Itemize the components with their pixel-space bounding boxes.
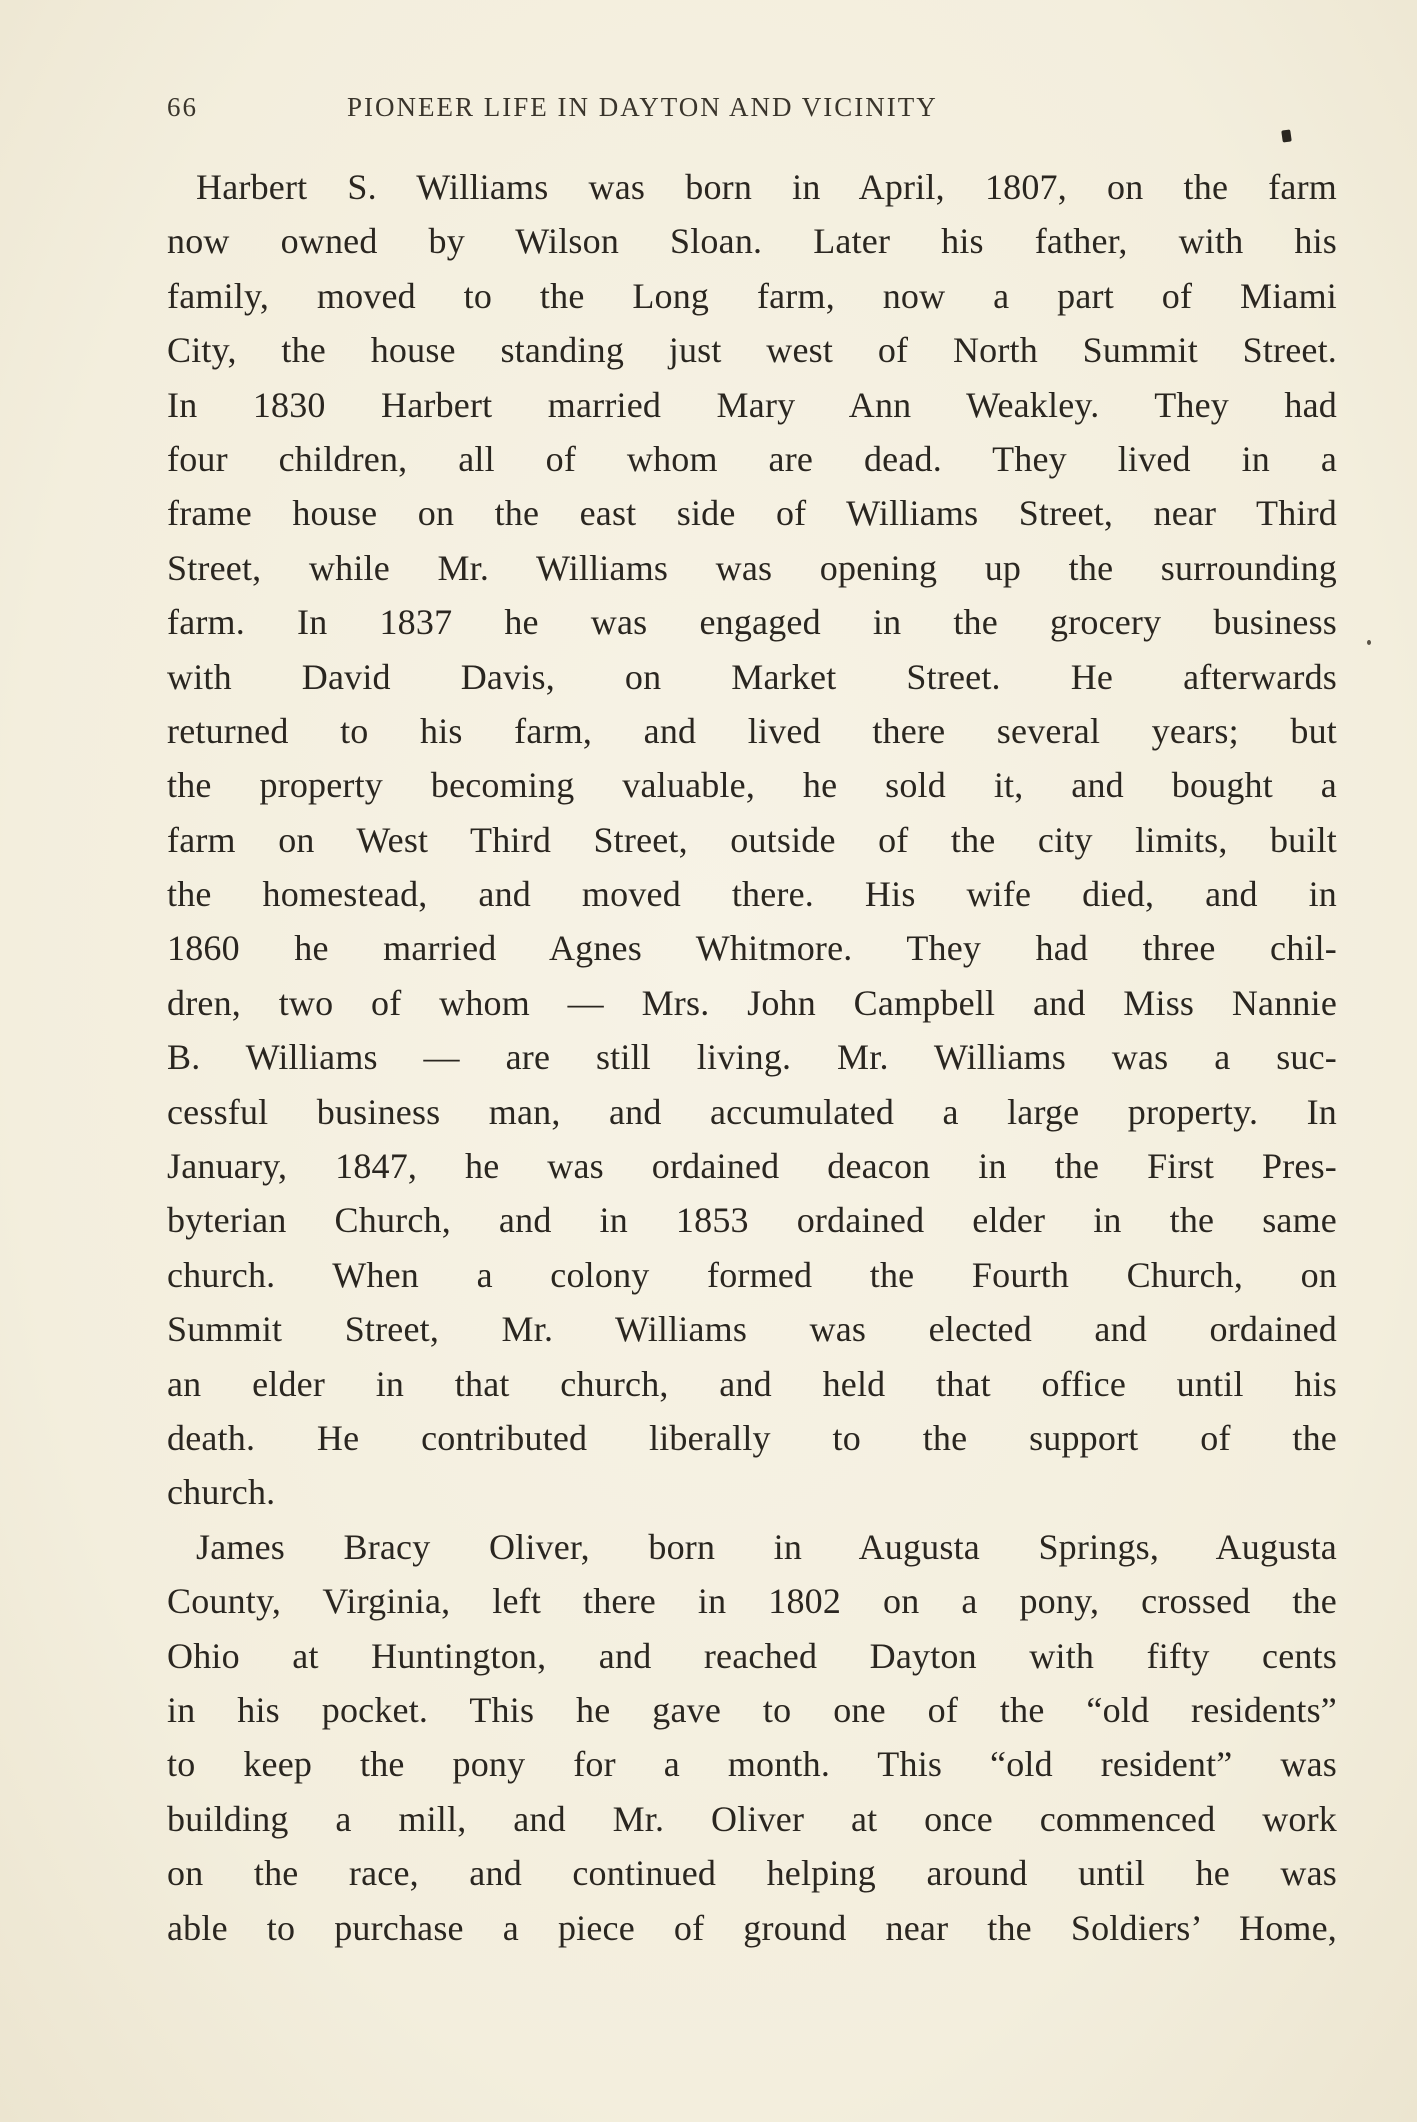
text-line: in his pocket. This he gave to one of the “old residents” <box>167 1689 1337 1730</box>
page-number: 66 <box>167 92 198 122</box>
text-line: the homestead, and moved there. His wife died, and in <box>167 874 1337 915</box>
text-line: dren, two of whom — Mrs. John Campbell and Miss Nannie <box>167 982 1337 1023</box>
text-line: building a mill, and Mr. Oliver at once commenced work <box>167 1798 1337 1839</box>
text-line: church. When a colony formed the Fourth Church, on <box>167 1254 1337 1295</box>
text-line: with David Davis, on Market Street. He afterwards <box>167 656 1337 697</box>
text-line: Ohio at Huntington, and reached Dayton with fifty cents <box>167 1635 1337 1676</box>
text-line: now owned by Wilson Sloan. Later his father, with his <box>167 221 1337 262</box>
text-line: 1860 he married Agnes Whitmore. They had three chil- <box>167 928 1337 969</box>
text-line: to keep the pony for a month. This “old resident” was <box>167 1744 1337 1785</box>
running-head <box>167 92 1337 132</box>
text-line: returned to his farm, and lived there several years; but <box>167 710 1337 751</box>
text-line: death. He contributed liberally to the support of the <box>167 1417 1337 1458</box>
text-line: City, the house standing just west of North Summit Street. <box>167 330 1337 371</box>
text-line: able to purchase a piece of ground near the Soldiers’ Home, <box>167 1907 1337 1948</box>
ink-mark <box>1281 129 1292 142</box>
text-line: farm on West Third Street, outside of the city limits, built <box>167 819 1337 860</box>
text-line: County, Virginia, left there in 1802 on a pony, crossed the <box>167 1581 1337 1622</box>
text-line: Summit Street, Mr. Williams was elected and ordained <box>167 1309 1337 1350</box>
text-line: Street, while Mr. Williams was opening up the surrounding <box>167 547 1337 588</box>
text-line: on the race, and continued helping around until he was <box>167 1853 1337 1894</box>
text-line: four children, all of whom are dead. They lived in a <box>167 438 1337 479</box>
text-line: James Bracy Oliver, born in Augusta Springs, Augusta <box>196 1526 1337 1567</box>
text-line: cessful business man, and accumulated a large property. In <box>167 1091 1337 1132</box>
text-line: B. Williams — are still living. Mr. Williams was a suc- <box>167 1037 1337 1078</box>
text-line: In 1830 Harbert married Mary Ann Weakley. They had <box>167 384 1337 425</box>
text-line: farm. In 1837 he was engaged in the grocery business <box>167 602 1337 643</box>
text-line: church. <box>167 1472 276 1513</box>
text-line: the property becoming valuable, he sold it, and bought a <box>167 765 1337 806</box>
body-text <box>167 160 1337 1955</box>
text-line: frame house on the east side of Williams Street, near Third <box>167 493 1337 534</box>
text-line: Harbert S. Williams was born in April, 1807, on the farm <box>196 167 1337 207</box>
text-line: an elder in that church, and held that office until his <box>167 1363 1337 1404</box>
text-line: byterian Church, and in 1853 ordained elder in the same <box>167 1200 1337 1241</box>
ink-speck <box>1367 640 1371 645</box>
text-line: January, 1847, he was ordained deacon in the First Pres- <box>167 1146 1337 1187</box>
text-line: family, moved to the Long farm, now a part of Miami <box>167 275 1337 316</box>
running-title: PIONEER LIFE IN DAYTON AND VICINITY <box>347 92 938 122</box>
